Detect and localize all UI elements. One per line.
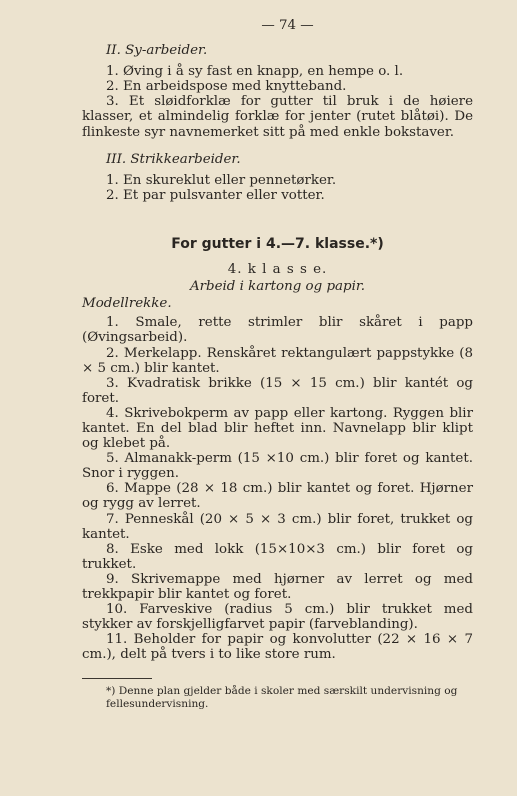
list-item: 11. Beholder for papir og konvolutter (22 × 16 × 7 cm.), delt på tvers i to like store rum. xyxy=(82,632,473,663)
list-item: 2. En arbeidspose med knytteband. xyxy=(106,79,347,95)
list-item: 7. Penneskål (20 × 5 × 3 cm.) blir foret, trukket og kantet. xyxy=(82,511,473,542)
model-heading: Modellrekke. xyxy=(82,296,172,312)
list-item: 3. Kvadratisk brikke (15 × 15 cm.) blir kantét og foret. xyxy=(82,375,473,406)
list-item: 1. Øving i å sy fast en knapp, en hempe o. l. xyxy=(106,64,404,80)
list-item: 9. Skrivemappe med hjørner av lerret og med trekkpapir blir kantet og foret. xyxy=(82,571,473,602)
list-item: 6. Mappe (28 × 18 cm.) blir kantet og foret. Hjørner og rygg av lerret. xyxy=(82,481,473,512)
page-number: — 74 — xyxy=(261,18,314,33)
footnote-text: *) Denne plan gjelder både i skoler med særskilt undervisning og fellesundervisning. xyxy=(106,685,458,710)
list-item: 2. Et par pulsvanter eller votter. xyxy=(106,187,325,203)
klasse-heading: 4. k l a s s e. xyxy=(227,262,328,278)
list-item: 2. Merkelapp. Renskåret rektangulært pappstykke (8 × 5 cm.) blir kantet. xyxy=(82,345,473,376)
footnote xyxy=(82,685,473,710)
heading-gutter: For gutter i 4.—7. klasse.*) xyxy=(171,235,384,252)
list-item: 10. Farveskive (radius 5 cm.) blir trukket med stykker av forskjelligfarvet papir (farveblanding). xyxy=(82,602,473,633)
list-item: 5. Almanakk-perm (15 ×10 cm.) blir foret og kantet. Snor i ryggen. xyxy=(82,451,473,482)
list-item: 8. Eske med lokk (15×10×3 cm.) blir foret og trukket. xyxy=(82,541,473,572)
list-item: 1. Smale, rette strimler blir skåret i papp (Øvingsarbeid). xyxy=(82,315,473,346)
section-heading-sy: II. Sy-arbeider. xyxy=(106,43,208,59)
list-item: 1. En skureklut eller pennetørker. xyxy=(106,172,337,188)
subtitle: Arbeid i kartong og papir. xyxy=(189,279,366,295)
list-item: 4. Skrivebokperm av papp eller kartong. Ryggen blir kantet. En del blad blir heftet inn. Navnelapp blir klipt og klebet på. xyxy=(82,405,473,452)
list-item: 3. Et sløidforklæ for gutter til bruk i de høiere klasser, et almindelig forklæ for jenter (rutet blåtøi). De flinkeste syr navnemerket sitt på med enkle bokstaver. xyxy=(82,94,473,140)
section-heading-strikk: III. Strikkearbeider. xyxy=(106,151,241,167)
footnote-divider xyxy=(82,678,152,679)
